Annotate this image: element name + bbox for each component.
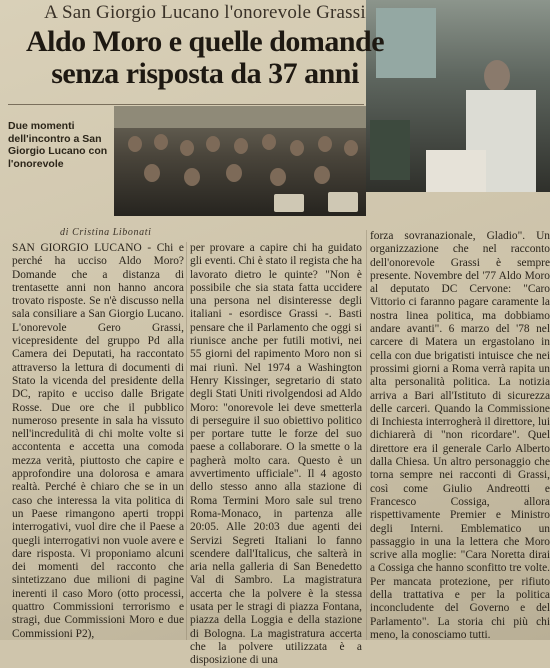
photo-caption: Due momenti dell'incontro a San Giorgio Lucano con l'onorevole bbox=[8, 120, 108, 170]
headline bbox=[0, 26, 410, 90]
column-rule bbox=[186, 242, 187, 640]
column-2-text: per provare a capire chi ha guidato gli eventi. Chi è stato il regista che ha lavorato dietro le quinte? "Non è possibile che sia stata fatta uccidere una persona nel disinteresse degli italiani - esordisce Grassi -. Basti pensare che il Parlamento che oggi si riunisce anche per futili motivi, nei 55 giorni del rapimento Moro non si mai riunì. Nel 1974 a Washington Henry Kissinger, segretario di stato degli Stati Uniti rivolgendosi ad Aldo Moro: "onorevole lei deve smetterla di perseguire il suo obiettivo politico per portare tutte le forze del suo paese a collaborare. O la smette o la pagherà molto cara. Questo è un avvertimento ufficiale". Il 4 agosto dello stesso anno alla stazione di Roma Termini Moro sale sul treno Roma-Monaco, in partenza alle 20:05. Alle 20:03 due agenti dei Servizi Segreti Italiani lo fanno scendere dall'Italicus, che salterà in aria nella galleria di San Benedetto Val di Sambro. La magistratura accerta che la polvere è la stessa usata per le stragi di piazza Fontana, piazza della Loggia e della stazione di Bologna. La magistratura accerta che la polvere utilizzata è a disposizione di una bbox=[190, 242, 362, 667]
column-3-text: forza sovranazionale, Gladio". Un organizzazione che nel racconto dell'onorevole Grassi è sempre presente. Novembre del '77 Aldo Moro al deputato DC Cervone: "Caro Vittorio ci faranno pagare caramente la nostra linea politica, ma dobbiamo andare avanti". 6 marzo del '78 nel carcere di Matera un ergastolano in cella con due brigatisti intuisce che nei prossimi giorni a Roma verrà rapita un alta personalità politica. La notizia arriva a Bari all'Istituto di sicurezza delle carceri. Quando la Commissione di Inchiesta interrogherà il direttore, lui dichiarerà di "non ricordare". Quel direttore era il generale Carlo Alberto dalla Chiesa. Un altro personaggio che torna sempre nei racconti di Grassi, così come Giulio Andreotti e Francesco Cossiga, allora rispettivamente Premier e Ministro degli Interni. Emblematico un passaggio in una la lettera che Moro scrive alla moglie: "Cara Noretta dirai a Cossiga che hanno sconfitto tre volte. Per mancata protezione, per rifiuto della trattativa e per la politica inconcludente del Governo e del Parlamento". La storia chi più chi meno, la conosciamo tutti. bbox=[370, 230, 550, 641]
article-column-3 bbox=[370, 230, 550, 640]
audience-photo bbox=[114, 106, 366, 216]
byline: di Cristina Libonati bbox=[60, 227, 152, 238]
kicker: A San Giorgio Lucano l'onorevole Grassi bbox=[44, 2, 366, 23]
headline-line-1: Aldo Moro e quelle domande bbox=[25, 25, 385, 58]
column-1-text: SAN GIORGIO LUCANO - Chi e perché ha ucciso Aldo Moro? Domande che a distanza di trentasette anni non hanno ancora trovato risposte. Se n'è discusso nella sala consiliare a San Giorgio Lucano. L'onorevole Gero Grassi, vicepresidente del gruppo Pd alla Camera dei Deputati, ha raccontato attraverso la lettura di documenti di Stato la vicenda del presidente della DC, rapito e ucciso dalle Brigate Rosse. Due ore che il pubblico numeroso presente in sala ha vissuto nell'incredulità di chi molte volte si accontenta e accetta una comoda mezza verità, piuttosto che capire e approfondire una dolorosa e amara realtà. Perché è chiaro che se in un caso che interessa la vita politica di un Paese rimangono aperti troppi interrogativi, vuol dire che il Paese a quegli interrogativi non vuole avere e dare risposta. Vi proponiamo alcuni dei momenti del racconto che sintetizzano due milioni di pagine inerenti il caso Moro (otto processi, quattro Commissioni terrorismo e stragi, due Commissioni Moro e due Commissioni P2), bbox=[12, 242, 184, 640]
divider bbox=[8, 104, 364, 105]
column-rule bbox=[366, 230, 367, 640]
article-column-2 bbox=[190, 242, 362, 667]
headline-line-2: senza risposta da 37 anni bbox=[51, 57, 359, 90]
article-column-1 bbox=[12, 242, 184, 640]
